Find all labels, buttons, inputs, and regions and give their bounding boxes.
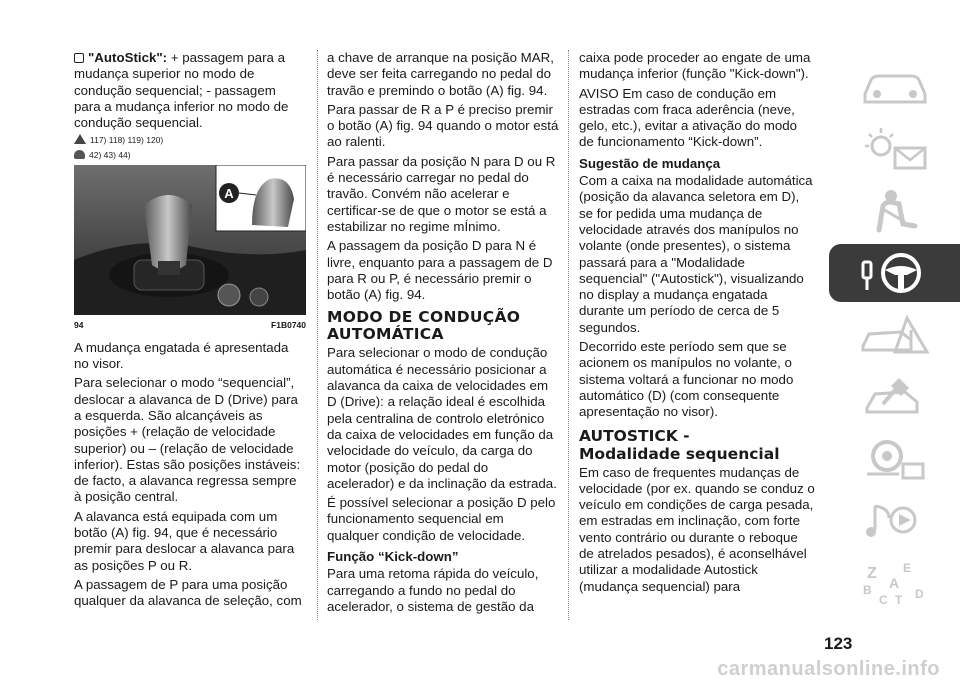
svg-text:C: C — [878, 593, 888, 607]
text-column-1 — [74, 50, 306, 613]
steering-wheel-icon — [855, 248, 935, 298]
autostick-lead-paragraph — [74, 50, 306, 131]
subheading-gear-suggestion: Sugestão de mudança — [579, 155, 721, 171]
paragraph: Em caso de frequentes mudanças de velocidade (por ex. quando se conduz o veículo em condições de carga pesada, em estradas em inclinação, com forte vento contrário ou durante o reboque de atrelados pesados), é aconselhável utilizar a modalidade Autostick (mudança sequencial) para — [579, 464, 815, 594]
multimedia-icon — [855, 496, 935, 546]
paragraph: AVISO Em caso de condução em estradas com fraca aderência (neve, gelo, etc.), evitar a ativação do modo de funcionamento “Kick-down”. — [579, 85, 798, 150]
technical-data-icon — [855, 434, 935, 484]
tab-car-overview[interactable] — [829, 58, 960, 116]
figure-code: F1B0740 — [271, 320, 306, 331]
paragraph: Para passar de R a P é preciso premir o botão (A) fig. 94 quando o motor está ao ralenti. — [327, 101, 559, 150]
paragraph: Para selecionar o modo “sequencial”, deslocar a alavanca de D (Drive) para a esquerda. São alcançáveis as posições + (relação de velocidade superior) ou – (relação de velocidade inferior). Estas são posições instáveis: de facto, a alavanca regressa sempre à posição central. — [74, 375, 301, 505]
caution-icon — [74, 150, 85, 159]
tab-emergency[interactable] — [829, 306, 960, 364]
warning-triangle-icon — [74, 134, 86, 144]
svg-text:A: A — [888, 575, 899, 591]
caution-references: 42) 43) 44) — [74, 149, 306, 161]
tab-index[interactable] — [829, 554, 960, 612]
paragraph: Para uma retoma rápida do veículo, carregando a fundo no pedal do acelerador, o sistema de gestão da — [327, 566, 539, 614]
svg-text:D: D — [914, 587, 924, 601]
text-column-2 — [327, 50, 559, 618]
warning-references: 117) 118) 119) 120) — [74, 134, 306, 146]
column-divider-left — [317, 50, 318, 620]
section-heading-autostick: AUTOSTICK - Modalidade sequencial — [579, 426, 780, 463]
maintenance-icon — [855, 372, 935, 422]
paragraph: Decorrido este período sem que se acionem os manípulos no volante, o sistema voltará a funcionar no modo automático (D) (com consequente apresentação no visor). — [579, 339, 794, 420]
paragraph: A alavanca está equipada com um botão (A) fig. 94, que é necessário premir para deslocar a alavanca para as posições P ou R. — [74, 508, 295, 573]
paragraph: a chave de arranque na posição MAR, deve ser feita carregando no pedal do travão e premindo o botão (A) fig. 94. — [327, 50, 554, 98]
paragraph: A passagem de P para uma posição qualquer da alavanca de seleção, com — [74, 576, 302, 609]
section-heading-automatic-mode: MODO DE CONDUÇÃO AUTOMÁTICA — [327, 308, 521, 344]
tab-warning-lights[interactable] — [829, 120, 960, 178]
seat-safety-icon — [855, 186, 935, 236]
text-column-3 — [579, 50, 815, 598]
svg-text:T: T — [894, 593, 902, 607]
paragraph: Para passar da posição N para D ou R é necessário carregar no pedal do travão. Convém não acelerar e certificar-se de que o motor se está a estabilizar no regime mÍnimo. — [327, 153, 556, 234]
tab-maintenance[interactable] — [829, 368, 960, 426]
paragraph: caixa pode proceder ao engate de uma mudança inferior (função "Kick-down"). — [579, 50, 811, 82]
gear-lever-illustration — [74, 165, 306, 315]
gear-lever-figure — [74, 165, 306, 315]
paragraph: Para selecionar o modo de condução automática é necessário posicionar a alavanca da caixa de velocidades em D (Drive): a relação ideal é escolhida pela centralina de controlo eletrónico da caixa de velocidades em função da velocidade do veículo, da carga do motor (posição do pedal do acelerador) e da inclinação da estrada. — [327, 345, 557, 491]
paragraph: Com a caixa na modalidade automática (posição da alavanca seletora em D), se for pedida uma mudança de velocidade através dos manípulos no volante (onde presentes), o sistema passará para a "Modalidade sequencial" ("Autostick"), visualizando no display a mudança engatada durante um período de cerca de 5 segundos. — [579, 173, 813, 335]
svg-text:E: E — [902, 561, 911, 575]
warning-lights-icon — [855, 124, 935, 174]
tab-safety[interactable] — [829, 182, 960, 240]
car-overview-icon — [855, 62, 935, 112]
lead-text: + passagem para a mudança superior no modo de condução sequencial; - passagem para a mudança inferior no modo de condução sequencial. — [74, 50, 289, 131]
figure-number: 94 — [74, 320, 84, 331]
chapter-tabs — [829, 58, 960, 616]
emergency-icon — [855, 310, 935, 360]
square-bullet-icon — [74, 53, 84, 63]
figure-caption — [74, 317, 306, 333]
svg-text:Z: Z — [866, 565, 877, 582]
tab-technical-data[interactable] — [829, 430, 960, 488]
page-number: 123 — [824, 634, 853, 653]
svg-text:B: B — [862, 583, 872, 597]
subheading-kick-down: Função “Kick-down” — [327, 549, 459, 565]
tab-multimedia[interactable] — [829, 492, 960, 550]
paragraph: A passagem da posição D para N é livre, enquanto para a passagem de D para R ou P, é necessário premir o botão (A) fig. 94. — [327, 238, 553, 303]
column-divider-right — [568, 50, 569, 620]
paragraph: A mudança engatada é apresentada no visor. — [74, 339, 289, 372]
lead-title: "AutoStick": — [88, 50, 168, 65]
watermark: carmanualsonline.info — [717, 658, 940, 680]
paragraph: É possível selecionar a posição D pelo funcionamento sequencial em qualquer condição de velocidade. — [327, 495, 556, 543]
tab-starting-driving-active[interactable] — [829, 244, 960, 302]
index-icon — [855, 558, 935, 608]
callout-a-label: A — [224, 186, 234, 202]
